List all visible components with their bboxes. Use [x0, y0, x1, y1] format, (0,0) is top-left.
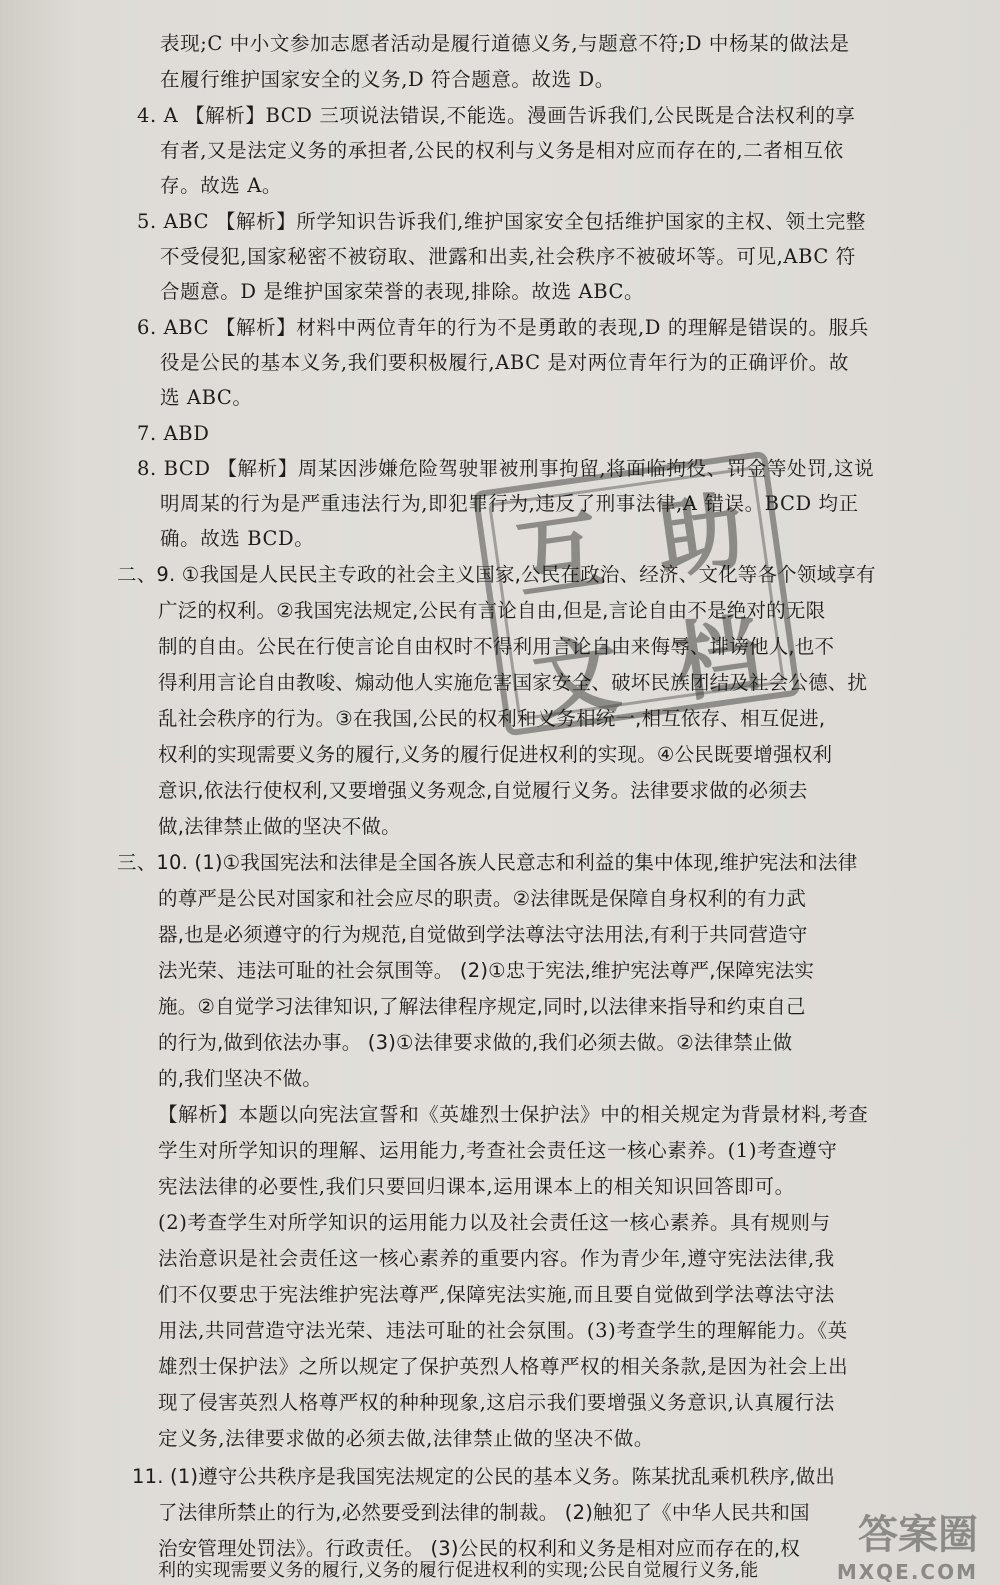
stamp-seal — [472, 451, 800, 737]
analysis-10-line-3: 宪法法律的必要性,我们只要回归课本,运用课本上的相关知识回答即可。 — [158, 1175, 795, 1198]
watermark-title: 答案圈 — [858, 1512, 978, 1558]
answer-4-line-1: 4. A 【解析】BCD 三项说法错误,不能选。漫画告诉我们,公民既是合法权利的享 — [137, 104, 856, 127]
analysis-10-line-5: 法治意识是社会责任这一核心素养的重要内容。作为青少年,遵守宪法法律,我 — [158, 1247, 835, 1270]
answer-11-line-4: 利的实现需要义务的履行,义务的履行促进权利的实现;公民自觉履行义务,能 — [158, 1560, 759, 1581]
answer-10-line-5: 施。②自觉学习法律知识,了解法律程序规定,同时,以法律来指导和约束自己 — [158, 995, 806, 1018]
analysis-10-line-9: 现了侵害英烈人格尊严权的种种现象,这启示我们要增强义务意识,认真履行法 — [158, 1391, 835, 1414]
answer-10-line-4: 法光荣、违法可耻的社会氛围等。 (2)①忠于宪法,维护宪法尊严,保障宪法实 — [158, 959, 815, 982]
analysis-10-line-4: (2)考查学生对所学知识的运用能力以及社会责任这一核心素养。具有规则与 — [158, 1211, 831, 1234]
stamp-char-3: 文 — [527, 623, 627, 735]
analysis-10-line-8: 雄烈士保护法》之所以规定了保护英烈人格尊严权的相关条款,是因为社会上出 — [158, 1355, 849, 1378]
answer-11-line-3: 治安管理处罚法》。行政责任。 (3)公民的权利和义务是相对应而存在的,权 — [158, 1537, 800, 1560]
answer-10-line-3: 器,也是必须遵守的行为规范,自觉做到学法尊法守法用法,有利于共同营造守 — [158, 923, 808, 946]
answer-9-line-3: 制的自由。公民在行使言论自由权时不得利用言论自由来侮辱、诽谤他人,也不 — [158, 635, 835, 658]
answer-9-line-1: 二、9. ①我国是人民民主专政的社会主义国家,公民在政治、经济、文化等各个领域享有 — [117, 563, 876, 586]
answer-9-line-8: 做,法律禁止做的坚决不做。 — [158, 815, 401, 838]
analysis-10-line-10: 定义务,法律要求做的必须去做,法律禁止做的坚决不做。 — [158, 1427, 654, 1450]
text-line-2: 在履行维护国家安全的义务,D 符合题意。故选 D。 — [160, 68, 615, 91]
answer-10-line-2: 的尊严是公民对国家和社会应尽的职责。②法律既是保障自身权利的有力武 — [158, 887, 807, 910]
answer-10-line-6: 的行为,做到依法办事。 (3)①法律要求做的,我们必须去做。②法律禁止做 — [158, 1031, 793, 1054]
answer-9-line-7: 意识,依法行使权利,又要增强义务观念,自觉履行义务。法律要求做的必须去 — [158, 779, 808, 802]
analysis-10-line-7: 用法,共同营造守法光荣、违法可耻的社会氛围。(3)考查学生的理解能力。《英 — [158, 1319, 848, 1342]
stamp-char-2: 助 — [650, 481, 750, 593]
answer-5-line-2: 不受侵犯,国家秘密不被窃取、泄露和出卖,社会秩序不被破坏等。可见,ABC 符 — [160, 245, 856, 268]
answer-7-line-1: 7. ABD — [137, 422, 210, 445]
watermark-url: MXQE.COM — [836, 1560, 978, 1584]
answer-8-line-1: 8. BCD 【解析】周某因涉嫌危险驾驶罪被刑事拘留,将面临拘役、罚金等处罚,这说 — [137, 457, 875, 480]
answer-6-line-1: 6. ABC 【解析】材料中两位青年的行为不是勇敢的表现,D 的理解是错误的。服兵 — [137, 316, 869, 339]
answer-10-line-7: 的,我们坚决不做。 — [158, 1067, 322, 1090]
stamp-char-1: 互 — [509, 500, 609, 612]
analysis-10-line-2: 学生对所学知识的理解、运用能力,考查社会责任这一核心素养。(1)考查遵守 — [158, 1139, 838, 1162]
answer-6-line-2: 役是公民的基本义务,我们要积极履行,ABC 是对两位青年行为的正确评价。故 — [160, 351, 849, 374]
answer-6-line-3: 选 ABC。 — [160, 386, 253, 409]
answer-5-line-1: 5. ABC 【解析】所学知识告诉我们,维护国家安全包括维护国家的主权、领土完整 — [137, 210, 866, 233]
answer-8-line-2: 明周某的行为是严重违法行为,即犯罪行为,违反了刑事法律,A 错误。BCD 均正 — [160, 492, 859, 515]
answer-5-line-3: 合题意。D 是维护国家荣誉的表现,排除。故选 ABC。 — [160, 280, 645, 303]
stamp-char-4: 档 — [668, 603, 768, 715]
answer-8-line-3: 确。故选 BCD。 — [160, 527, 315, 550]
text-line-1: 表现;C 中小文参加志愿者活动是履行道德义务,与题意不符;D 中杨某的做法是 — [160, 32, 850, 55]
answer-9-line-2: 广泛的权利。②我国宪法规定,公民有言论自由,但是,言论自由不是绝对的无限 — [158, 599, 826, 622]
answer-11-line-2: 了法律所禁止的行为,必然要受到法律的制裁。 (2)触犯了《中华人民共和国 — [158, 1501, 810, 1524]
answer-4-line-3: 存。故选 A。 — [160, 174, 282, 197]
stamp-glyphs — [479, 457, 794, 735]
answer-9-line-5: 乱社会秩序的行为。③在我国,公民的权利和义务相统一,相互依存、相互促进, — [158, 707, 826, 730]
analysis-10-line-1: 【解析】本题以向宪法宣誓和《英雄烈士保护法》中的相关规定为背景材料,考查 — [158, 1103, 869, 1126]
answer-9-line-6: 权利的实现需要义务的履行,义务的履行促进权利的实现。④公民既要增强权利 — [158, 743, 833, 766]
analysis-10-line-6: 们不仅要忠于宪法维护宪法尊严,保障宪法实施,而且要自觉做到学法尊法守法 — [158, 1283, 835, 1306]
answer-10-line-1: 三、10. (1)①我国宪法和法律是全国各族人民意志和利益的集中体现,维护宪法和法律 — [117, 851, 858, 874]
answer-11-line-1: 11. (1)遵守公共秩序是我国宪法规定的公民的基本义务。陈某扰乱乘机秩序,做出 — [132, 1465, 836, 1488]
watermark-logo — [798, 1503, 978, 1584]
answer-4-line-2: 有者,又是法定义务的承担者,公民的权利与义务是相对应而存在的,二者相互依 — [160, 139, 844, 162]
answer-9-line-4: 得利用言论自由教唆、煽动他人实施危害国家安全、破坏民族团结及社会公德、扰 — [158, 671, 868, 694]
